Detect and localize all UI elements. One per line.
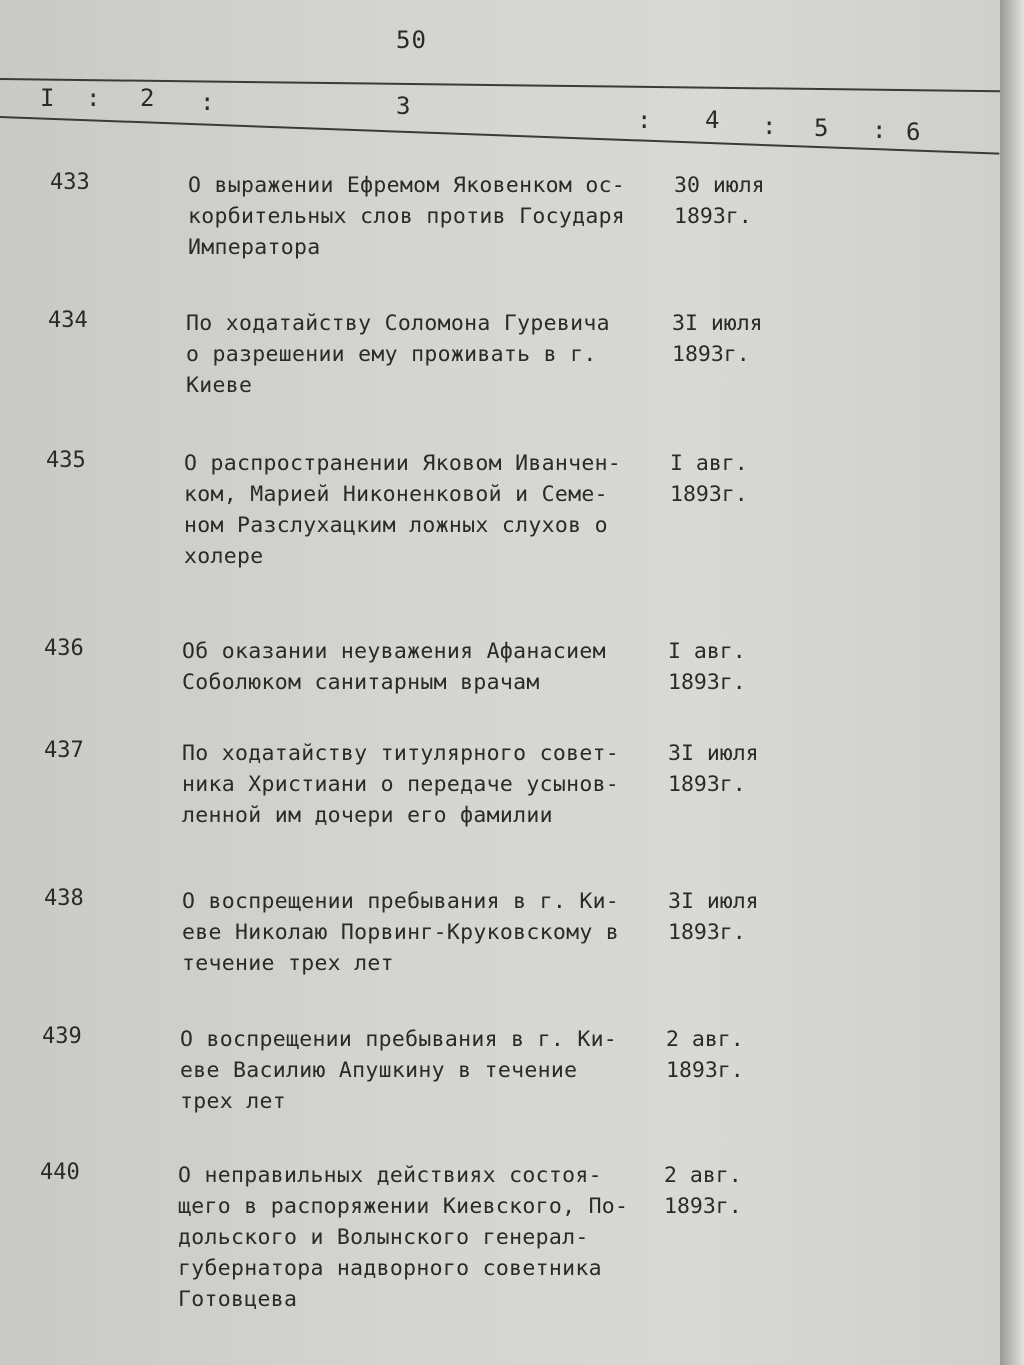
entry-description: По ходатайству Соломона Гуревича о разрешении ему проживать в г. Киеве bbox=[186, 311, 610, 398]
column-header-2: 2 bbox=[140, 84, 155, 112]
entry-date: I авг. 1893г. bbox=[670, 451, 748, 507]
entry-description: По ходатайству титулярного совет- ника Христиани о передаче усынов- ленной им дочери его фамилии bbox=[182, 741, 620, 828]
entry-description: Об оказании неуважения Афанасием Соболюком санитарным врачам bbox=[182, 639, 606, 695]
column-header-4: 4 bbox=[705, 106, 720, 134]
column-header-5: 5 bbox=[814, 114, 829, 142]
entry-number: 439 bbox=[42, 1024, 82, 1049]
entry-number: 440 bbox=[40, 1160, 80, 1185]
page-number: 50 bbox=[396, 26, 427, 54]
column-separator: : bbox=[872, 116, 887, 144]
column-separator: : bbox=[200, 88, 215, 116]
entry-description: О воспрещении пребывания в г. Ки- еве Николаю Порвинг-Круковскому в течение трех лет bbox=[182, 889, 620, 976]
column-header-1: I bbox=[40, 84, 55, 112]
entry-number: 437 bbox=[44, 738, 84, 763]
entry-date: 3I июля 1893г. bbox=[668, 741, 759, 797]
entry-number: 434 bbox=[48, 308, 88, 333]
column-header-3: 3 bbox=[396, 92, 411, 120]
entry-date: 3I июля 1893г. bbox=[672, 311, 763, 367]
entry-number: 433 bbox=[50, 170, 90, 195]
entry-number: 438 bbox=[44, 886, 84, 911]
column-separator: : bbox=[637, 106, 652, 134]
entry-description: О воспрещении пребывания в г. Ки- еве Василию Апушкину в течение трех лет bbox=[180, 1027, 618, 1114]
entry-date: 2 авг. 1893г. bbox=[664, 1163, 742, 1219]
entry-description: О выражении Ефремом Яковенком ос- корбительных слов против Государя Императора bbox=[188, 173, 626, 260]
entry-description: О неправильных действиях состоя- щего в распоряжении Киевского, По- дольского и Волынского генерал- губернатора надворного советника Готовцева bbox=[178, 1163, 629, 1312]
column-separator: : bbox=[86, 84, 101, 112]
entry-date: 3I июля 1893г. bbox=[668, 889, 759, 945]
column-separator: : bbox=[762, 112, 777, 140]
column-header-6: 6 bbox=[906, 118, 921, 146]
entry-number: 435 bbox=[46, 448, 86, 473]
page-edge bbox=[1000, 0, 1024, 1365]
entry-date: 2 авг. 1893г. bbox=[666, 1027, 744, 1083]
entry-description: О распространении Яковом Иванчен- ком, Марией Никоненковой и Семе- ном Разслухацким ложных слухов о холере bbox=[184, 451, 622, 569]
entry-number: 436 bbox=[44, 636, 84, 661]
entry-date: I авг. 1893г. bbox=[668, 639, 746, 695]
entry-date: 30 июля 1893г. bbox=[674, 173, 765, 229]
